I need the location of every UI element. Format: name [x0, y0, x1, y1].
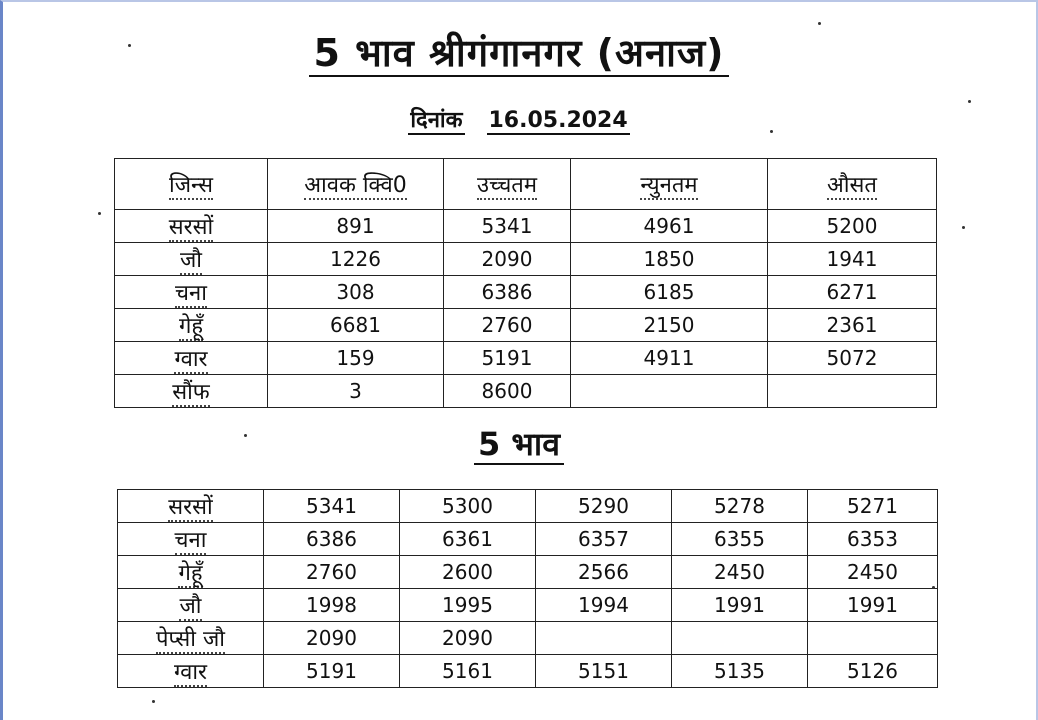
- rate-cell: 5191: [264, 655, 400, 688]
- table-row: [115, 309, 937, 342]
- rate-cell: 5278: [672, 490, 808, 523]
- speck: [244, 434, 247, 437]
- rate-cell: 5161: [400, 655, 536, 688]
- commodity-cell: चना: [118, 523, 264, 556]
- rate-cell: 2090: [264, 622, 400, 655]
- commodity-cell: सौंफ: [115, 375, 268, 408]
- rates-summary-table: [114, 158, 937, 408]
- commodity-cell: चना: [115, 276, 268, 309]
- commodity-cell: गेहूँ: [115, 309, 268, 342]
- rate-cell: 5151: [536, 655, 672, 688]
- commodity-cell: सरसों: [118, 490, 264, 523]
- table-row: [115, 243, 937, 276]
- highest-cell: 8600: [444, 375, 571, 408]
- commodity-cell: जौ: [115, 243, 268, 276]
- rate-cell: 5300: [400, 490, 536, 523]
- header-lowest: न्युनतम: [571, 159, 768, 210]
- arrival-cell: 891: [268, 210, 444, 243]
- rate-cell: 1995: [400, 589, 536, 622]
- rate-cell: 6386: [264, 523, 400, 556]
- rate-cell: 5126: [808, 655, 938, 688]
- table-row: [118, 556, 938, 589]
- rate-cell: [536, 622, 672, 655]
- table-header-row: [115, 159, 937, 210]
- commodity-cell: ग्वार: [118, 655, 264, 688]
- commodity-cell: गेहूँ: [118, 556, 264, 589]
- page-title: 5 भाव श्रीगंगानगर (अनाज): [0, 26, 1038, 78]
- arrival-cell: 308: [268, 276, 444, 309]
- rate-cell: 5290: [536, 490, 672, 523]
- rate-cell: 1991: [808, 589, 938, 622]
- top-five-rates-table: [117, 489, 938, 688]
- date-label: दिनांक: [410, 108, 463, 133]
- table-row: [115, 342, 937, 375]
- arrival-cell: 159: [268, 342, 444, 375]
- rate-cell: 1991: [672, 589, 808, 622]
- highest-cell: 5341: [444, 210, 571, 243]
- rate-cell: 2600: [400, 556, 536, 589]
- commodity-cell: सरसों: [115, 210, 268, 243]
- rate-cell: 6353: [808, 523, 938, 556]
- commodity-cell: ग्वार: [115, 342, 268, 375]
- speck: [128, 44, 131, 47]
- rate-cell: 2450: [808, 556, 938, 589]
- date-line: [0, 104, 1038, 134]
- speck: [818, 22, 821, 25]
- table-row: [115, 375, 937, 408]
- lowest-cell: 1850: [571, 243, 768, 276]
- average-cell: 5072: [768, 342, 937, 375]
- rate-cell: 2450: [672, 556, 808, 589]
- table-row: [118, 490, 938, 523]
- average-cell: 5200: [768, 210, 937, 243]
- commodity-cell: पेप्सी जौ: [118, 622, 264, 655]
- arrival-cell: 6681: [268, 309, 444, 342]
- rate-cell: 2090: [400, 622, 536, 655]
- average-cell: 6271: [768, 276, 937, 309]
- speck: [770, 130, 773, 133]
- highest-cell: 6386: [444, 276, 571, 309]
- header-average: औसत: [768, 159, 937, 210]
- rate-cell: 2760: [264, 556, 400, 589]
- rate-cell: 1998: [264, 589, 400, 622]
- rate-cell: 1994: [536, 589, 672, 622]
- lowest-cell: 4961: [571, 210, 768, 243]
- arrival-cell: 3: [268, 375, 444, 408]
- commodity-cell: जौ: [118, 589, 264, 622]
- rate-cell: [808, 622, 938, 655]
- speck: [962, 226, 965, 229]
- lowest-cell: 6185: [571, 276, 768, 309]
- lowest-cell: 2150: [571, 309, 768, 342]
- rate-cell: 6355: [672, 523, 808, 556]
- rate-cell: 6361: [400, 523, 536, 556]
- highest-cell: 5191: [444, 342, 571, 375]
- rate-cell: 5271: [808, 490, 938, 523]
- speck: [932, 586, 935, 589]
- header-commodity: जिन्स: [115, 159, 268, 210]
- average-cell: 2361: [768, 309, 937, 342]
- average-cell: [768, 375, 937, 408]
- table-row: [118, 523, 938, 556]
- table-row: [115, 210, 937, 243]
- speck: [98, 212, 101, 215]
- section-subtitle: 5 भाव: [0, 422, 1038, 465]
- average-cell: 1941: [768, 243, 937, 276]
- speck: [968, 100, 971, 103]
- arrival-cell: 1226: [268, 243, 444, 276]
- rate-cell: [672, 622, 808, 655]
- header-highest: उच्चतम: [444, 159, 571, 210]
- table-row: [118, 655, 938, 688]
- table-row: [118, 589, 938, 622]
- rate-cell: 6357: [536, 523, 672, 556]
- lowest-cell: [571, 375, 768, 408]
- table-row: [118, 622, 938, 655]
- rate-cell: 2566: [536, 556, 672, 589]
- speck: [152, 700, 155, 703]
- rate-cell: 5341: [264, 490, 400, 523]
- lowest-cell: 4911: [571, 342, 768, 375]
- table-row: [115, 276, 937, 309]
- header-arrival: आवक क्वि0: [268, 159, 444, 210]
- highest-cell: 2760: [444, 309, 571, 342]
- highest-cell: 2090: [444, 243, 571, 276]
- rate-cell: 5135: [672, 655, 808, 688]
- date-value: 16.05.2024: [488, 108, 628, 133]
